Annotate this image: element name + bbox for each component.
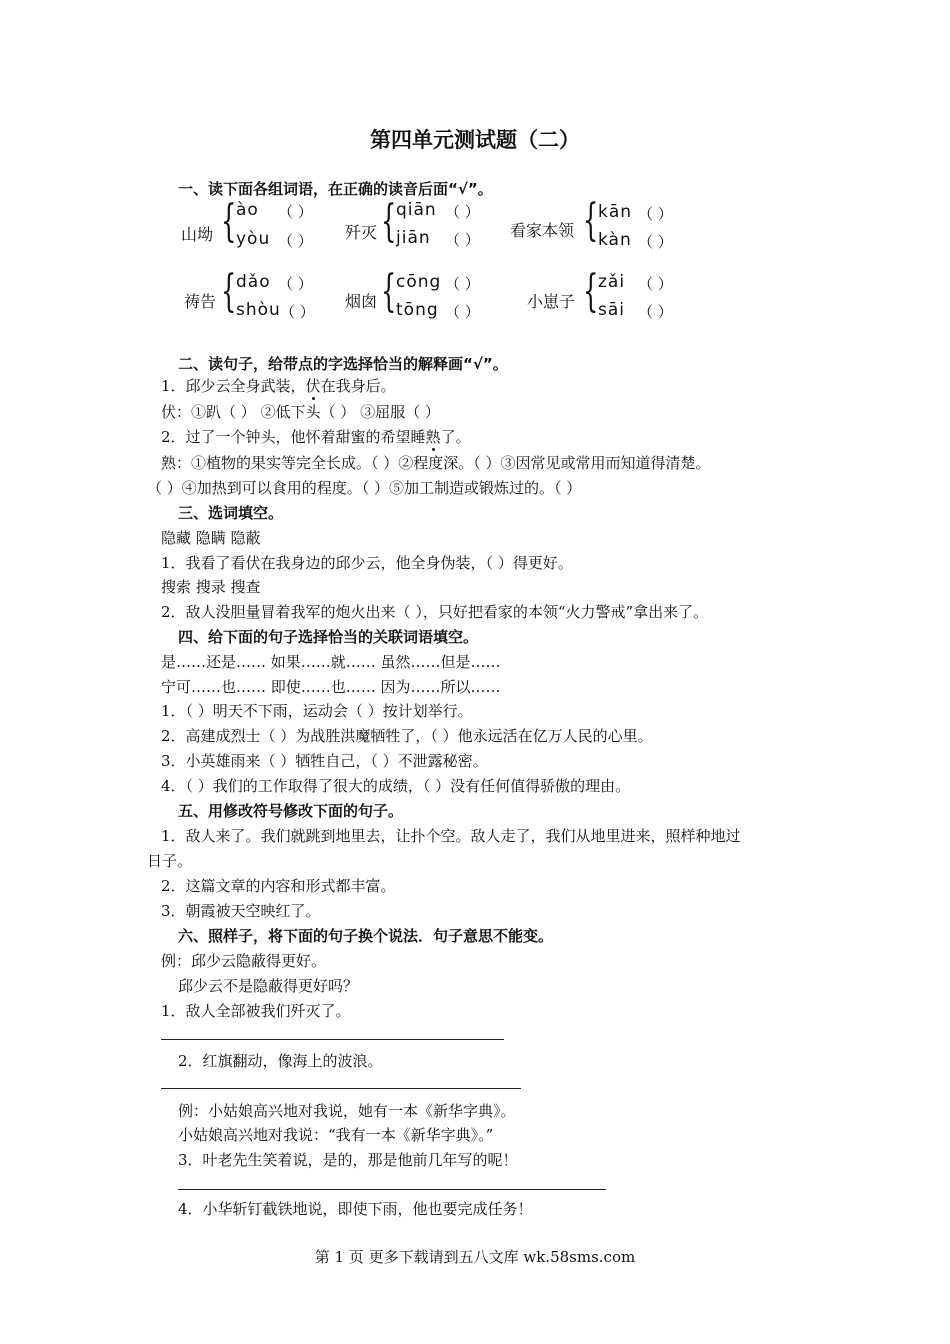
- section-3-heading: 三、选词填空。: [178, 504, 284, 522]
- left-brace-icon: {: [381, 196, 397, 247]
- answer-blank: （ ）: [278, 232, 313, 250]
- question-2-1: [161, 375, 396, 396]
- example-2-answer: 小姑娘高兴地对我说：“我有一本《新华字典》。”: [178, 1126, 494, 1144]
- question-6-1: 1．敌人全部被我们歼灭了。: [161, 1002, 351, 1020]
- dotted-character: 熟: [425, 428, 441, 446]
- pinyin-option: kān: [598, 202, 633, 222]
- answer-blank: （ ）: [638, 233, 673, 251]
- answer-blank: （ ）: [278, 275, 313, 293]
- example-2: 例：小姑娘高兴地对我说，她有一本《新华字典》。: [178, 1102, 516, 1120]
- pinyin-option: zǎi: [598, 272, 626, 292]
- word-choices-1: 隐藏 隐瞒 隐蔽: [161, 529, 261, 547]
- section-4-heading: 四、给下面的句子选择恰当的关联词语填空。: [178, 628, 479, 646]
- question-5-3: 3．朝霞被天空映红了。: [161, 902, 321, 920]
- question-5-2: 2．这篇文章的内容和形式都丰富。: [161, 877, 396, 895]
- pinyin-word: 看家本领: [510, 221, 575, 240]
- answer-blank: （ ）: [445, 275, 480, 293]
- answer-blank: （ ）: [638, 275, 673, 293]
- section-5-heading: 五、用修改符号修改下面的句子。: [178, 802, 404, 820]
- pinyin-option: cōng: [396, 272, 442, 292]
- answer-blank: （ ）: [280, 303, 315, 321]
- question-6-3: 3．叶老先生笑着说，是的，那是他前几年写的呢！: [178, 1151, 518, 1169]
- section-6-heading: 六、照样子，将下面的句子换个说法．句子意思不能变。: [178, 927, 554, 945]
- pinyin-option: yòu: [236, 229, 271, 249]
- conjunction-choices-2: 宁可……也…… 即使……也…… 因为……所以……: [161, 678, 501, 696]
- question-text: 了。: [440, 428, 471, 446]
- pinyin-option: qiān: [396, 200, 437, 220]
- question-text: 2．过了一个钟头，他怀着甜蜜的希望睡: [161, 428, 426, 446]
- question-text: 1．邱少云全身武装，: [161, 377, 306, 395]
- pinyin-option: ào: [236, 200, 259, 220]
- left-brace-icon: {: [381, 266, 397, 317]
- question-4-3: 3．小英雄雨来（ ）牺牲自己，（ ）不泄露秘密。: [161, 752, 488, 770]
- page-footer: 第 1 页 更多下载请到五八文库 wk.58sms.com: [314, 1248, 636, 1266]
- pinyin-option: sāi: [598, 300, 625, 320]
- question-4-1: 1．（ ）明天不下雨，运动会（ ）按计划举行。: [161, 702, 473, 720]
- pinyin-option: shòu: [236, 300, 281, 320]
- dotted-character: 伏: [305, 377, 321, 395]
- pinyin-option: jiān: [396, 228, 431, 248]
- pinyin-option: tōng: [396, 300, 439, 320]
- question-4-2: 2．高建成烈士（ ）为战胜洪魔牺牲了，（ ）他永远活在亿万人民的心里。: [161, 727, 653, 745]
- pinyin-word: 烟囱: [345, 292, 378, 311]
- question-6-2: 2．红旗翻动，像海上的波浪。: [178, 1052, 383, 1070]
- answer-line[interactable]: [178, 1189, 606, 1190]
- pinyin-word: 歼灭: [345, 223, 378, 242]
- question-5-1-cont: 日子。: [147, 852, 193, 870]
- word-choices-2: 搜索 搜录 搜查: [161, 578, 261, 596]
- question-4-4: 4．（ ）我们的工作取得了很大的成绩，（ ）没有任何值得骄傲的理由。: [161, 777, 631, 795]
- section-1-heading: 一、读下面各组词语，在正确的读音后面“√”。: [178, 180, 493, 198]
- question-text: 在我身后。: [320, 377, 396, 395]
- page-title: 第四单元测试题（二）: [370, 128, 580, 152]
- question-6-4: 4．小华斩钉截铁地说，即使下雨，他也要完成任务！: [178, 1200, 533, 1218]
- example-1-answer: 邱少云不是隐蔽得更好吗？: [178, 977, 359, 995]
- question-2-2: [161, 426, 471, 447]
- answer-blank: （ ）: [278, 203, 313, 221]
- pinyin-option: kàn: [598, 230, 632, 250]
- answer-line[interactable]: [161, 1088, 521, 1089]
- left-brace-icon: {: [583, 195, 599, 246]
- answer-blank: （ ）: [638, 205, 673, 223]
- section-2-heading: 二、读句子，给带点的字选择恰当的解释画“√”。: [178, 355, 508, 373]
- answer-line[interactable]: [161, 1039, 504, 1040]
- pinyin-word: 山坳: [181, 225, 214, 244]
- question-5-1: 1．敌人来了。我们就跳到地里去，让扑个空。敌人走了，我们从地里进来，照样种地过: [161, 827, 741, 845]
- answer-blank: （ ）: [445, 231, 480, 249]
- question-2-1-options: 伏：①趴（ ） ②低下头（ ） ③屈服（ ）: [161, 403, 440, 421]
- answer-blank: （ ）: [638, 303, 673, 321]
- question-2-2-options-cont: （ ）④加热到可以食用的程度。（ ）⑤加工制造或锻炼过的。（ ）: [147, 479, 582, 497]
- question-2-2-options: 熟：①植物的果实等完全长成。（ ）②程度深。（ ）③因常见或常用而知道得清楚。: [161, 454, 711, 472]
- conjunction-choices-1: 是……还是…… 如果……就…… 虽然……但是……: [161, 653, 501, 671]
- pinyin-word: 小崽子: [527, 292, 576, 311]
- answer-blank: （ ）: [445, 203, 480, 221]
- pinyin-word: 祷告: [184, 292, 217, 311]
- pinyin-option: dǎo: [236, 272, 271, 292]
- left-brace-icon: {: [221, 196, 237, 247]
- question-3-2: 2．敌人没胆量冒着我军的炮火出来（ ），只好把看家的本领“火力警戒”拿出来了。: [161, 603, 709, 621]
- left-brace-icon: {: [221, 266, 237, 317]
- question-3-1: 1．我看了看伏在我身边的邱少云，他全身伪装，（ ）得更好。: [161, 554, 573, 572]
- left-brace-icon: {: [583, 266, 599, 317]
- example-1: 例：邱少云隐蔽得更好。: [161, 952, 327, 970]
- answer-blank: （ ）: [445, 303, 480, 321]
